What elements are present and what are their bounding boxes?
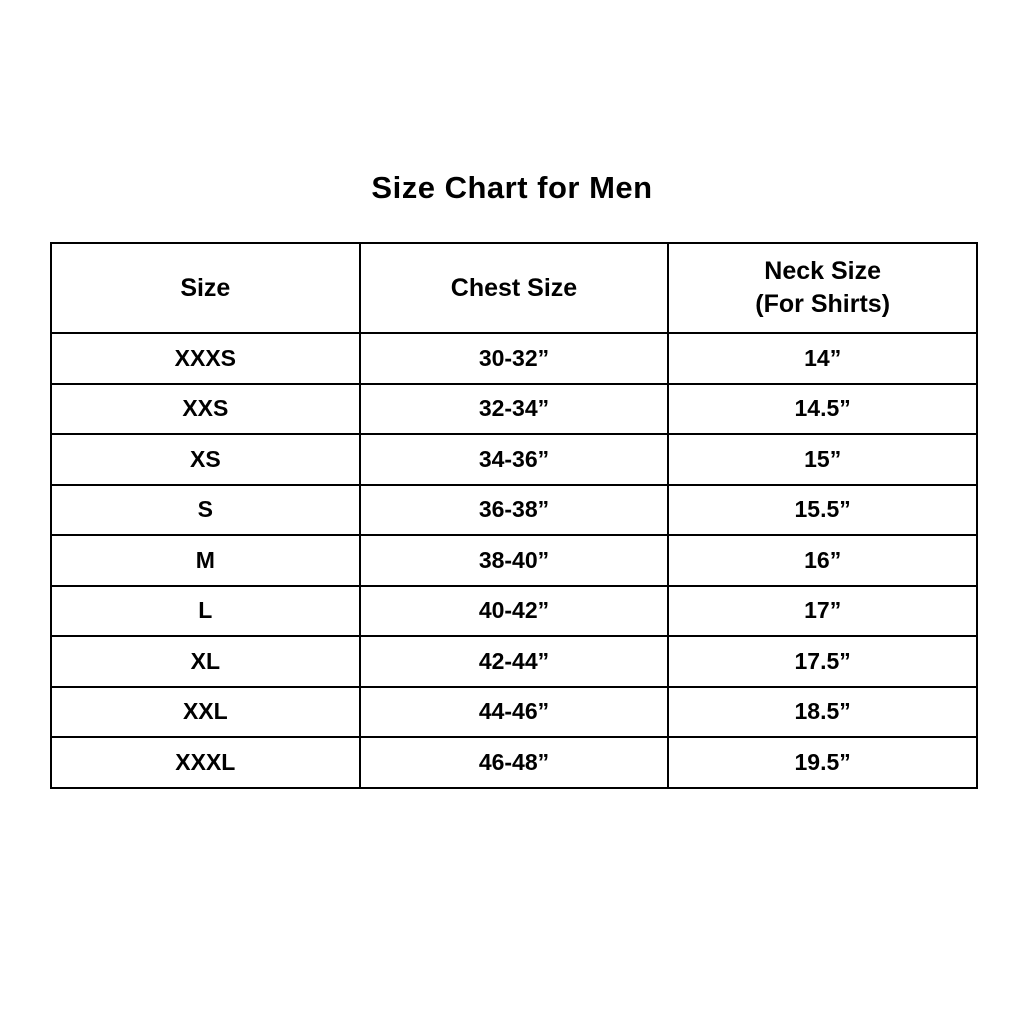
chest-size-cell: 34-36”	[360, 434, 669, 485]
size-cell: M	[51, 535, 360, 586]
header-neck-size-sub: (For Shirts)	[755, 290, 891, 318]
neck-size-cell: 17”	[668, 586, 977, 637]
table-row	[51, 586, 977, 637]
size-cell: XXS	[51, 384, 360, 435]
size-cell: L	[51, 586, 360, 637]
chest-size-cell: 32-34”	[360, 384, 669, 435]
size-cell: XXXL	[51, 737, 360, 788]
size-cell: XXXS	[51, 333, 360, 384]
neck-size-cell: 14”	[668, 333, 977, 384]
size-chart-table	[50, 242, 978, 789]
header-chest-size-label: Chest Size	[450, 273, 578, 302]
table-row	[51, 485, 977, 536]
neck-size-cell: 17.5”	[668, 636, 977, 687]
table-row	[51, 434, 977, 485]
neck-size-cell: 14.5”	[668, 384, 977, 435]
chest-size-cell: 38-40”	[360, 535, 669, 586]
neck-size-cell: 15”	[668, 434, 977, 485]
page-title: Size Chart for Men	[371, 170, 653, 205]
size-cell: XXL	[51, 687, 360, 738]
neck-size-cell: 16”	[668, 535, 977, 586]
neck-size-cell: 19.5”	[668, 737, 977, 788]
header-size-label: Size	[180, 273, 231, 302]
header-neck-size	[668, 243, 977, 333]
table-row	[51, 737, 977, 788]
header-chest-size	[360, 243, 669, 333]
table-row	[51, 636, 977, 687]
table-row	[51, 384, 977, 435]
header-neck-size-label: Neck Size	[764, 257, 882, 285]
neck-size-cell: 18.5”	[668, 687, 977, 738]
table-row	[51, 333, 977, 384]
chest-size-cell: 30-32”	[360, 333, 669, 384]
header-size	[51, 243, 360, 333]
header-row	[51, 243, 977, 333]
size-cell: XL	[51, 636, 360, 687]
chest-size-cell: 42-44”	[360, 636, 669, 687]
size-cell: XS	[51, 434, 360, 485]
chest-size-cell: 44-46”	[360, 687, 669, 738]
chest-size-cell: 40-42”	[360, 586, 669, 637]
neck-size-cell: 15.5”	[668, 485, 977, 536]
table-row	[51, 687, 977, 738]
chest-size-cell: 46-48”	[360, 737, 669, 788]
chest-size-cell: 36-38”	[360, 485, 669, 536]
table-row	[51, 535, 977, 586]
size-cell: S	[51, 485, 360, 536]
